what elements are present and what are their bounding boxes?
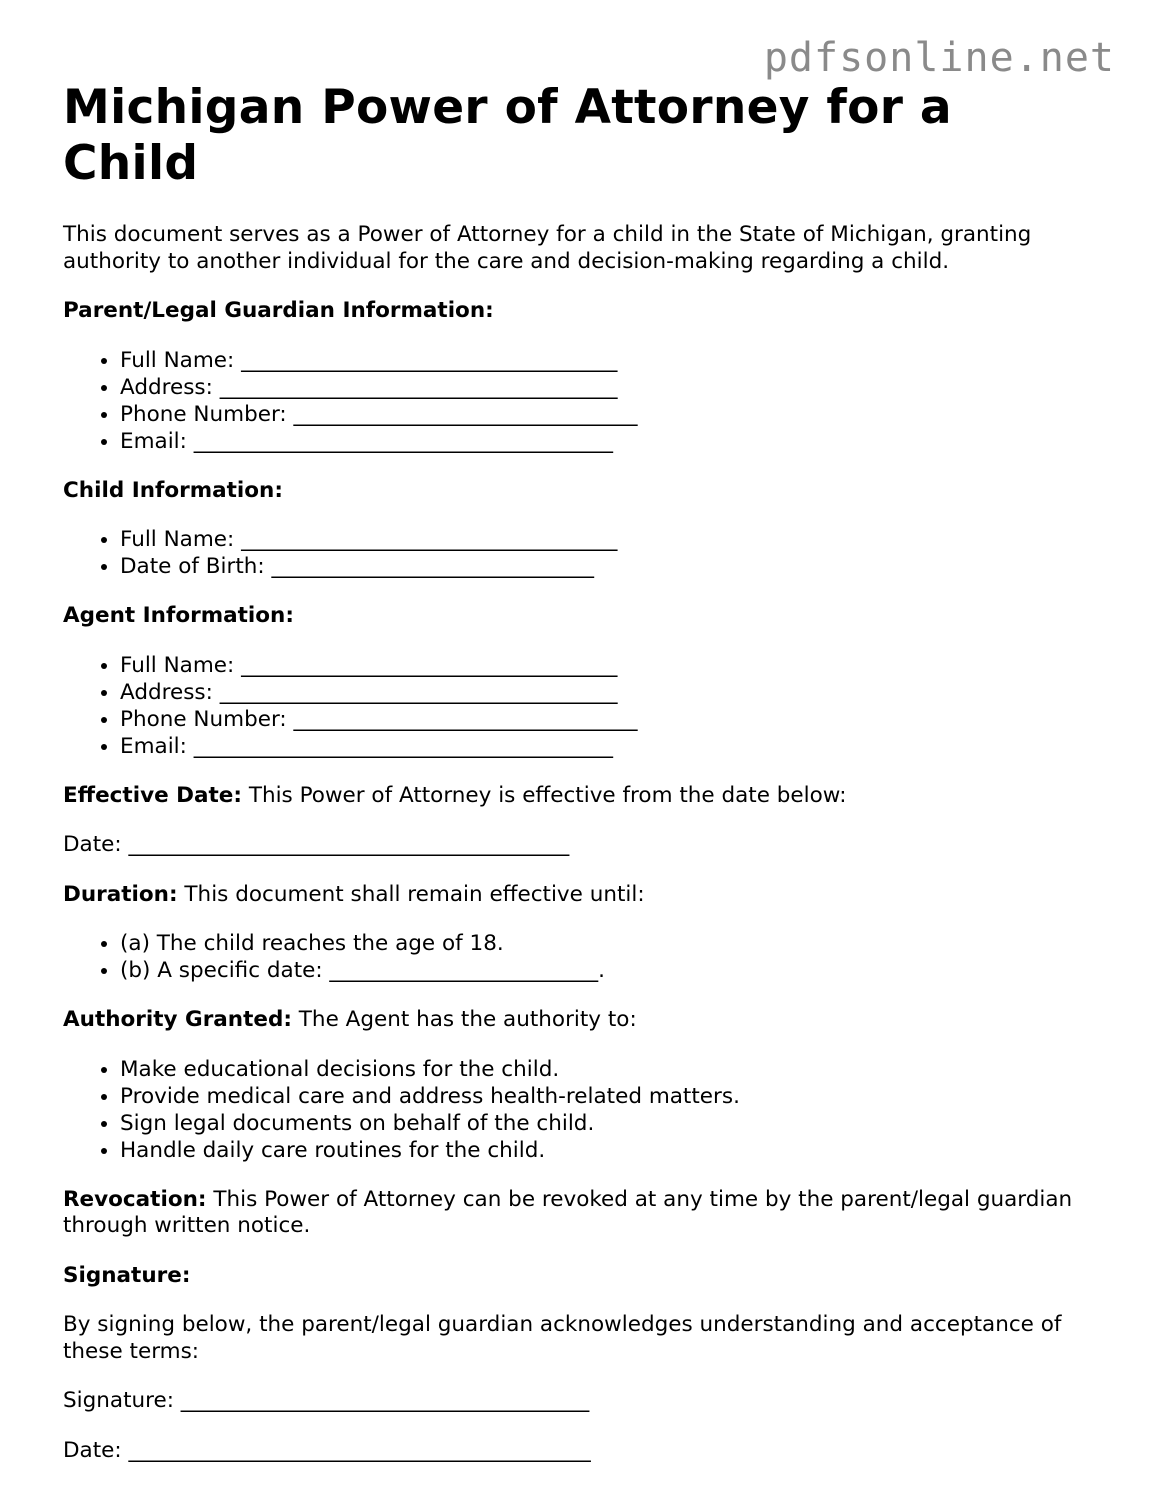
parent-full-name-field: • Full Name: ___________________________________	[120, 347, 1103, 374]
watermark: pdfsonline.net	[763, 35, 1115, 81]
agent-email-field: • Email: _______________________________________	[120, 733, 1103, 760]
revocation-text: This Power of Attorney can be revoked at any time by the parent/legal guardian through written notice.	[63, 1186, 1073, 1238]
duration-label: Duration:	[63, 881, 178, 907]
parent-address-field: • Address: _____________________________________	[120, 374, 1103, 401]
authority-text: The Agent has the authority to:	[291, 1007, 637, 1032]
intro-paragraph: This document serves as a Power of Attorney for a child in the State of Michigan, granting authority to another individual for the care and decision-making regarding a child.	[63, 222, 1032, 274]
agent-address-field: • Address: _____________________________________	[120, 679, 1103, 706]
revocation-paragraph	[63, 1187, 1103, 1240]
effective-date-paragraph	[63, 783, 1103, 810]
revocation-label: Revocation:	[63, 1186, 207, 1212]
agent-fields-list	[63, 652, 1103, 760]
authority-item-daily-care: • Handle daily care routines for the child.	[120, 1137, 1103, 1164]
document	[63, 80, 1103, 1464]
effective-date-label: Effective Date:	[63, 782, 242, 808]
signature-section-heading: Signature:	[63, 1262, 191, 1288]
child-fields-list	[63, 526, 1103, 580]
duration-item-age: • (a) The child reaches the age of 18.	[120, 930, 1103, 957]
effective-date-line: Date: _________________________________________	[63, 832, 570, 857]
parent-fields-list	[63, 347, 1103, 455]
agent-section-heading: Agent Information:	[63, 603, 294, 628]
signature-date-line: Date: ___________________________________________	[63, 1437, 591, 1463]
parent-phone-field: • Phone Number: ________________________________	[120, 401, 1103, 428]
document-title: Michigan Power of Attorney for a Child	[63, 80, 952, 191]
authority-list	[63, 1056, 1103, 1164]
agent-phone-field: • Phone Number: ________________________________	[120, 706, 1103, 733]
child-full-name-field: • Full Name: ___________________________________	[120, 526, 1103, 553]
authority-paragraph	[63, 1007, 1103, 1034]
agent-full-name-field: • Full Name: ___________________________________	[120, 652, 1103, 679]
authority-item-legal: • Sign legal documents on behalf of the child.	[120, 1110, 1103, 1137]
authority-label: Authority Granted:	[63, 1007, 292, 1032]
parent-section-heading: Parent/Legal Guardian Information:	[63, 298, 494, 323]
duration-paragraph	[63, 882, 1103, 909]
effective-date-text: This Power of Attorney is effective from the date below:	[241, 782, 847, 808]
child-section-heading: Child Information:	[63, 477, 283, 503]
signature-line: Signature: ______________________________________	[63, 1388, 590, 1413]
authority-item-medical: • Provide medical care and address health-related matters.	[120, 1083, 1103, 1110]
duration-item-date: • (b) A specific date: _________________________.	[120, 957, 1103, 984]
authority-item-education: • Make educational decisions for the child.	[120, 1056, 1103, 1083]
child-dob-field: • Date of Birth: ______________________________	[120, 553, 1103, 580]
signature-acknowledgement: By signing below, the parent/legal guardian acknowledges understanding and acceptance of these terms:	[63, 1312, 1062, 1364]
duration-list	[63, 930, 1103, 984]
parent-email-field: • Email: _______________________________________	[120, 428, 1103, 455]
duration-text: This document shall remain effective until:	[177, 881, 645, 907]
